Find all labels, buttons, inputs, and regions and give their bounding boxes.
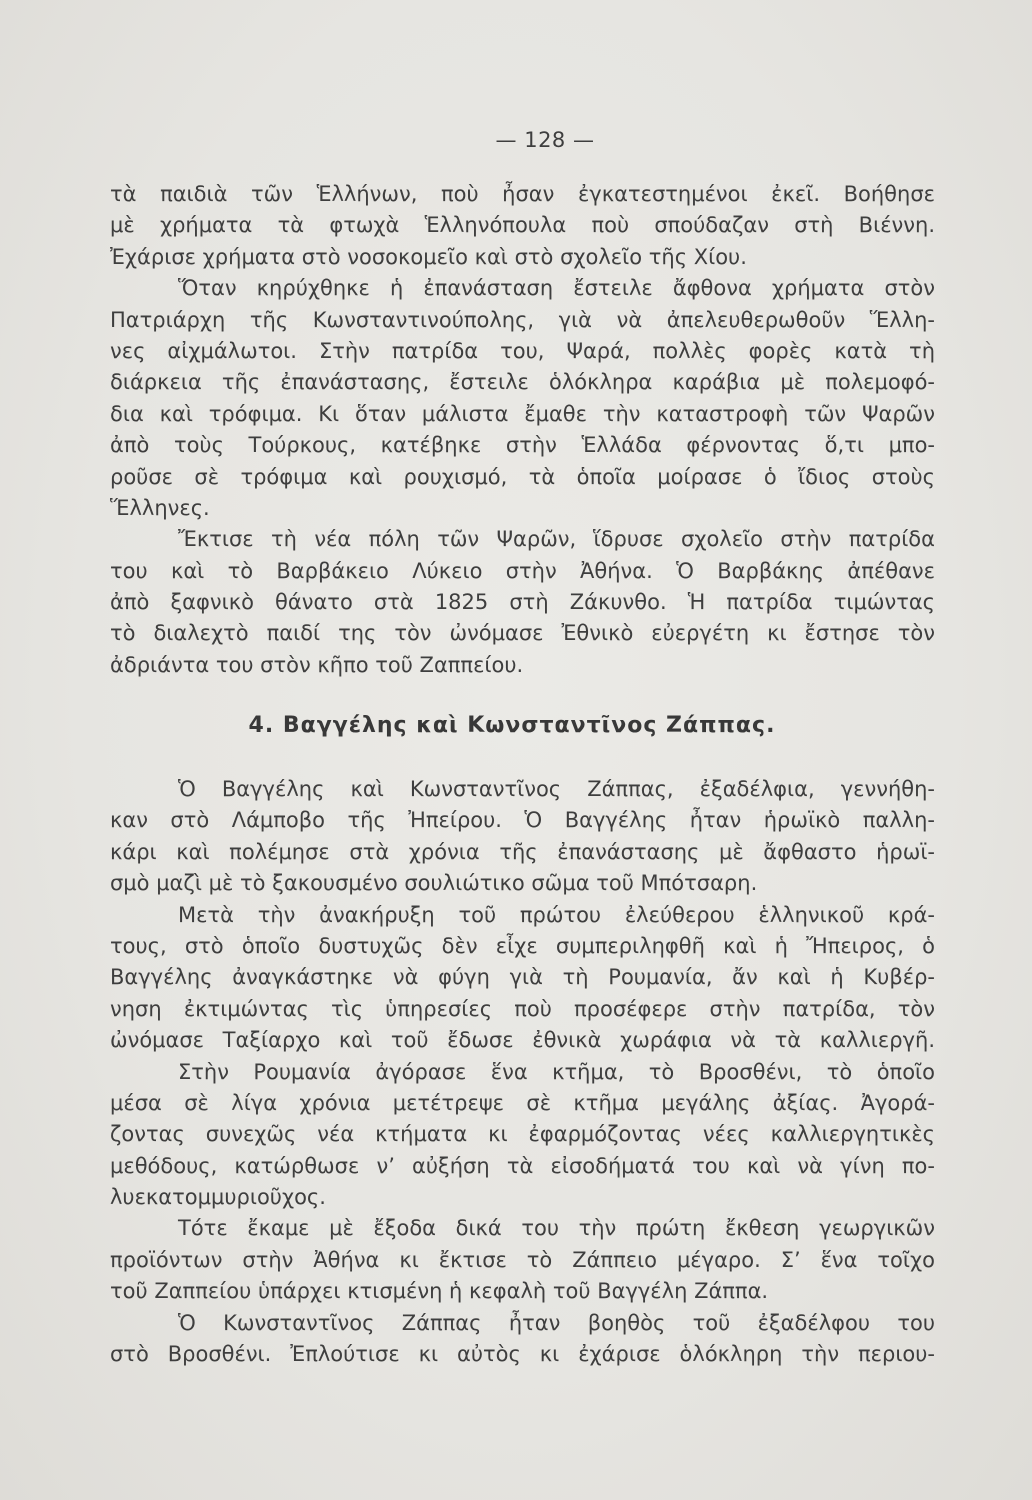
text-line: τους, στὸ ὁποῖο δυστυχῶς δὲν εἶχε συμπεριληφθῆ καὶ ἡ Ἤπειρος, ὁ xyxy=(110,933,935,958)
text-line: καν στὸ Λάμποβο τῆς Ἠπείρου. Ὁ Βαγγέλης ἦταν ἡρωϊκὸ παλλη- xyxy=(110,808,935,833)
text-line: κάρι καὶ πολέμησε στὰ χρόνια τῆς ἐπανάστασης μὲ ἄφθαστο ἡρωϊ- xyxy=(110,839,935,864)
text-line: Στὴν Ρουμανία ἀγόρασε ἕνα κτῆμα, τὸ Βροσθένι, τὸ ὁποῖο xyxy=(178,1059,935,1084)
text-line: Ὅταν κηρύχθηκε ἡ ἐπανάσταση ἔστειλε ἄφθονα χρήματα στὸν xyxy=(178,276,935,301)
page-number: — 128 — xyxy=(495,128,595,152)
text-line: ζοντας συνεχῶς νέα κτήματα κι ἐφαρμόζοντας νέες καλλιεργητικὲς xyxy=(110,1122,935,1147)
paragraph xyxy=(110,774,935,900)
paragraph xyxy=(110,179,935,273)
text-line: νηση ἐκτιμώντας τὶς ὑπηρεσίες ποὺ προσέφερε στὴν πατρίδα, τὸν xyxy=(110,996,935,1021)
paragraph xyxy=(110,900,935,1057)
paragraph xyxy=(110,273,935,524)
section-text xyxy=(110,774,935,1370)
text-line: ροῦσε σὲ τρόφιμα καὶ ρουχισμό, τὰ ὁποῖα μοίρασε ὁ ἴδιος στοὺς xyxy=(110,464,935,489)
text-line: Ὁ Βαγγέλης καὶ Κωνσταντῖνος Ζάππας, ἐξαδέλφια, γεννήθη- xyxy=(178,777,935,801)
paragraph xyxy=(110,1213,935,1307)
body-text xyxy=(110,179,935,681)
text-line: δια καὶ τρόφιμα. Κι ὅταν μάλιστα ἔμαθε τὴν καταστροφὴ τῶν Ψαρῶν xyxy=(110,401,935,426)
text-line: Ἐχάρισε χρήματα στὸ νοσοκομεῖο καὶ στὸ σχολεῖο τῆς Χίου. xyxy=(110,244,747,269)
text-line: ἀπὸ τοὺς Τούρκους, κατέβηκε στὴν Ἑλλάδα φέρνοντας ὅ,τι μπο- xyxy=(110,433,935,458)
text-line: μεθόδους, κατώρθωσε ν’ αὐξήση τὰ εἰσοδήματά του καὶ νὰ γίνη πο- xyxy=(110,1153,935,1178)
text-line: Τότε ἔκαμε μὲ ἔξοδα δικά του τὴν πρώτη ἔκθεση γεωργικῶν xyxy=(178,1216,935,1241)
text-line: τὰ παιδιὰ τῶν Ἑλλήνων, ποὺ ἦσαν ἐγκατεστημένοι ἐκεῖ. Βοήθησε xyxy=(110,182,935,206)
text-line: Βαγγέλης ἀναγκάστηκε νὰ φύγη γιὰ τὴ Ρουμανία, ἄν καὶ ἡ Κυβέρ- xyxy=(110,965,935,990)
text-line: ὠνόμασε Ταξίαρχο καὶ τοῦ ἔδωσε ἐθνικὰ χωράφια νὰ τὰ καλλιεργῆ. xyxy=(110,1028,935,1053)
section-heading: 4. Βαγγέλης καὶ Κωνσταντῖνος Ζάππας. xyxy=(248,713,776,738)
paragraph xyxy=(110,524,935,681)
text-line: Πατριάρχη τῆς Κωνσταντινούπολης, γιὰ νὰ ἀπελευθερωθοῦν Ἕλλη- xyxy=(110,307,935,332)
text-line: τοῦ Ζαππείου ὑπάρχει κτισμένη ἡ κεφαλὴ τοῦ Βαγγέλη Ζάππα. xyxy=(110,1279,769,1304)
text-line: σμὸ μαζὶ μὲ τὸ ξακουσμένο σουλιώτικο σῶμα τοῦ Μπότσαρη. xyxy=(110,871,758,896)
text-line: διάρκεια τῆς ἐπανάστασης, ἔστειλε ὁλόκληρα καράβια μὲ πολεμοφό- xyxy=(110,370,935,395)
text-line: ἀπὸ ξαφνικὸ θάνατο στὰ 1825 στὴ Ζάκυνθο. Ἡ πατρίδα τιμώντας xyxy=(110,590,935,615)
text-line: νες αἰχμάλωτοι. Στὴν πατρίδα του, Ψαρά, πολλὲς φορὲς κατὰ τὴ xyxy=(110,338,935,363)
text-line: προϊόντων στὴν Ἀθήνα κι ἔκτισε τὸ Ζάππειο μέγαρο. Σ’ ἕνα τοῖχο xyxy=(110,1247,935,1272)
text-line: λυεκατομμυριοῦχος. xyxy=(110,1185,326,1210)
text-line: Ἔκτισε τὴ νέα πόλη τῶν Ψαρῶν, ἵδρυσε σχολεῖο στὴν πατρίδα xyxy=(178,527,935,552)
text-line: Ὁ Κωνσταντῖνος Ζάππας ἦταν βοηθὸς τοῦ ἐξαδέλφου του xyxy=(178,1310,935,1335)
text-line: μὲ χρήματα τὰ φτωχὰ Ἑλληνόπουλα ποὺ σπούδαζαν στὴ Βιέννη. xyxy=(110,213,935,238)
text-line: του καὶ τὸ Βαρβάκειο Λύκειο στὴν Ἀθήνα. Ὁ Βαρβάκης ἀπέθανε xyxy=(110,558,935,583)
text-line: Μετὰ τὴν ἀνακήρυξη τοῦ πρώτου ἐλεύθερου ἑλληνικοῦ κρά- xyxy=(178,902,935,927)
text-line: μέσα σὲ λίγα χρόνια μετέτρεψε σὲ κτῆμα μεγάλης ἀξίας. Ἀγορά- xyxy=(110,1090,935,1115)
text-line: στὸ Βροσθένι. Ἐπλούτισε κι αὐτὸς κι ἐχάρισε ὁλόκληρη τὴν περιου- xyxy=(110,1342,935,1367)
text-line: ἀδριάντα του στὸν κῆπο τοῦ Ζαππείου. xyxy=(110,652,524,677)
text-line: Ἕλληνες. xyxy=(110,495,210,520)
paragraph xyxy=(110,1057,935,1214)
paragraph xyxy=(110,1308,935,1371)
text-line: τὸ διαλεχτὸ παιδί της τὸν ὠνόμασε Ἐθνικὸ εὐεργέτη κι ἔστησε τὸν xyxy=(110,621,935,646)
